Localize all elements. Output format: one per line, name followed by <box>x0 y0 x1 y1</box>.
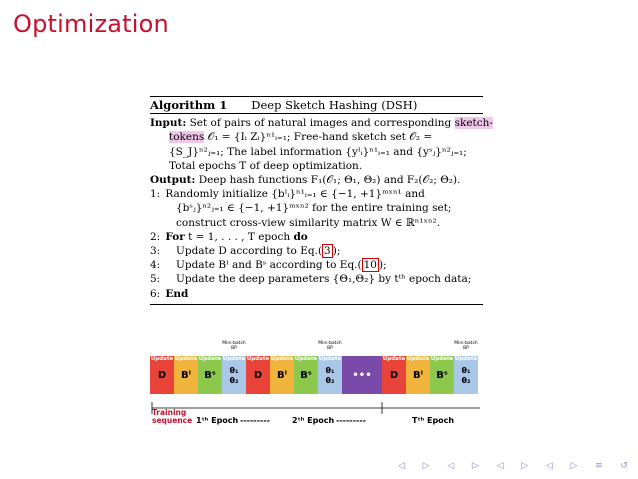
step-4 <box>150 258 483 272</box>
update-label: Update <box>454 356 478 362</box>
epochT-update-bs <box>430 356 455 394</box>
nav-next-page-icon[interactable]: ▷ <box>570 461 578 471</box>
input-line-4: Total epochs T of deep optimization. <box>169 159 363 172</box>
nav-search-icon[interactable]: ↺ <box>620 461 628 471</box>
step-text: Randomly initialize {bᴵᵢ}ⁿ¹ᵢ₌₁ ∈ {−1, +1}ᵐˣⁿ¹ and <box>165 188 425 201</box>
nav-prev-section-icon[interactable]: ◁ <box>496 461 504 471</box>
ellipsis-block <box>342 356 383 394</box>
step-6 <box>150 287 483 301</box>
highlight-sketch: sketch- <box>454 117 493 130</box>
symbol-bs: Bˢ <box>204 370 216 381</box>
algorithm-name: Deep Sketch Hashing (DSH) <box>251 98 418 112</box>
dashes-2: --------- <box>336 416 366 425</box>
step-3 <box>150 244 483 258</box>
output-keyword: Output: <box>150 174 196 187</box>
symbol-d: D <box>253 370 263 381</box>
training-timeline-figure <box>150 338 486 433</box>
step-1a <box>150 187 483 201</box>
mini-batch-label: Mini-batch BP <box>454 341 478 351</box>
epoch-t-label: Tᵗʰ Epoch <box>412 416 455 425</box>
input-line-2 <box>150 130 483 144</box>
do-keyword: do <box>293 230 308 243</box>
epochT-update-theta <box>454 356 479 394</box>
epoch2-update-d <box>246 356 271 394</box>
symbol-theta2: θ₂ <box>461 376 471 385</box>
equation-link-10[interactable]: 10 <box>363 259 377 272</box>
step-number: 6: <box>150 287 161 300</box>
input-text-1: Set of pairs of natural images and corresponding sketch- <box>189 117 493 130</box>
symbol-bi: Bᴵ <box>413 370 423 381</box>
step-text-end: ); <box>379 259 387 272</box>
input-line-3: {S_J}ⁿ²ⱼ₌₁; The label information {yᴵᵢ}ⁿ¹ᵢ₌₁ and {yˢⱼ}ⁿ²ⱼ₌₁; <box>169 145 467 158</box>
symbol-bs: Bˢ <box>436 370 448 381</box>
epoch2-update-bs <box>294 356 319 394</box>
epochT-update-bi <box>406 356 431 394</box>
update-label: Update <box>406 356 430 362</box>
epoch1-update-theta <box>222 356 247 394</box>
nav-next-frame-icon[interactable]: ▷ <box>422 461 430 471</box>
nav-prev-page-icon[interactable]: ◁ <box>545 461 553 471</box>
bottom-rule <box>150 304 483 305</box>
step-number: 4: <box>150 259 161 272</box>
step-number: 3: <box>150 245 161 258</box>
update-label: Update <box>382 356 406 362</box>
epoch2-update-theta <box>318 356 343 394</box>
input-line-1 <box>150 116 493 130</box>
output-line <box>150 173 483 187</box>
symbol-bi: Bᴵ <box>181 370 191 381</box>
step-number: 5: <box>150 273 161 286</box>
algorithm-box <box>150 96 493 305</box>
symbol-theta1: θ₁ <box>229 366 239 375</box>
algorithm-label: Algorithm 1 <box>150 98 228 112</box>
update-label: Update <box>246 356 270 362</box>
output-text: Deep hash functions F₁(𝒪₁; Θ₁, Θ₂) and F₂(𝒪₂; Θ₂). <box>198 174 461 187</box>
equation-link-3[interactable]: 3 <box>324 245 331 258</box>
epoch-2-label: 2ᵗʰ Epoch <box>292 416 335 425</box>
symbol-d: D <box>389 370 399 381</box>
step-text: Update the deep parameters {Θ₁,Θ₂} by tᵗʰ epoch data; <box>176 273 472 286</box>
nav-prev-subsection-icon[interactable]: ◁ <box>447 461 455 471</box>
mini-batch-label: Mini-batch BP <box>222 341 246 351</box>
step-5 <box>150 272 483 286</box>
step-text: Update Bᴵ and Bˢ according to Eq.( <box>176 259 362 272</box>
epoch-1-label: 1ᵗʰ Epoch <box>196 416 239 425</box>
symbol-bi: Bᴵ <box>277 370 287 381</box>
nav-prev-frame-icon[interactable]: ◁ <box>398 461 405 471</box>
highlight-tokens: tokens <box>169 131 205 144</box>
epochT-update-d <box>382 356 407 394</box>
update-label: Update <box>318 356 342 362</box>
nav-next-section-icon[interactable]: ▷ <box>521 461 529 471</box>
input-text-2: 𝒪₁ = {Iᵢ Zᵢ}ⁿ¹ᵢ₌₁; Free-hand sketch set 𝒪₂ = <box>207 131 433 144</box>
epoch2-update-bi <box>270 356 295 394</box>
theta-stack <box>454 366 478 386</box>
update-label: Update <box>294 356 318 362</box>
step-text: Update D according to Eq.( <box>176 245 323 258</box>
theta-stack <box>222 366 246 386</box>
step-1b: {bˢⱼ}ⁿ²ⱼ₌₁ ∈ {−1, +1}ᵐˣⁿ² for the entire training set; <box>176 202 452 215</box>
update-label: Update <box>174 356 198 362</box>
epoch1-update-bs <box>198 356 223 394</box>
end-keyword: End <box>165 287 189 300</box>
symbol-theta1: θ₁ <box>461 366 471 375</box>
ellipsis: ••• <box>352 370 372 381</box>
input-keyword: Input: <box>150 117 187 130</box>
nav-next-subsection-icon[interactable]: ▷ <box>471 461 479 471</box>
step-number: 1: <box>150 188 161 201</box>
update-label: Update <box>198 356 222 362</box>
symbol-d: D <box>157 370 167 381</box>
symbol-theta1: θ₁ <box>325 366 335 375</box>
step-text: t = 1, . . . , T epoch <box>188 230 291 243</box>
symbol-bs: Bˢ <box>300 370 312 381</box>
step-text-end: ); <box>332 245 341 258</box>
training-label: Training sequence <box>152 408 193 425</box>
symbol-theta2: θ₂ <box>325 376 335 385</box>
update-label: Update <box>430 356 454 362</box>
update-label: Update <box>222 356 246 362</box>
epoch1-update-d <box>150 356 175 394</box>
step-1c: construct cross-view similarity matrix W ∈ ℝⁿ¹ˣⁿ². <box>176 216 441 229</box>
symbol-theta2: θ₂ <box>229 376 239 385</box>
step-2 <box>150 230 483 244</box>
theta-stack <box>318 366 342 386</box>
slide-title: Optimization <box>13 10 169 38</box>
step-number: 2: <box>150 230 161 243</box>
update-label: Update <box>270 356 294 362</box>
beamer-navigation-bar <box>398 461 628 471</box>
algorithm-header <box>150 97 483 113</box>
update-label: Update <box>150 356 174 362</box>
algorithm-body <box>150 114 493 304</box>
for-keyword: For <box>165 230 185 243</box>
mini-batch-label: Mini-batch BP <box>318 341 342 351</box>
dashes-1: --------- <box>240 416 270 425</box>
nav-toc-icon[interactable]: ≡ <box>595 461 603 471</box>
sequence-arrow <box>150 398 486 418</box>
epoch1-update-bi <box>174 356 199 394</box>
